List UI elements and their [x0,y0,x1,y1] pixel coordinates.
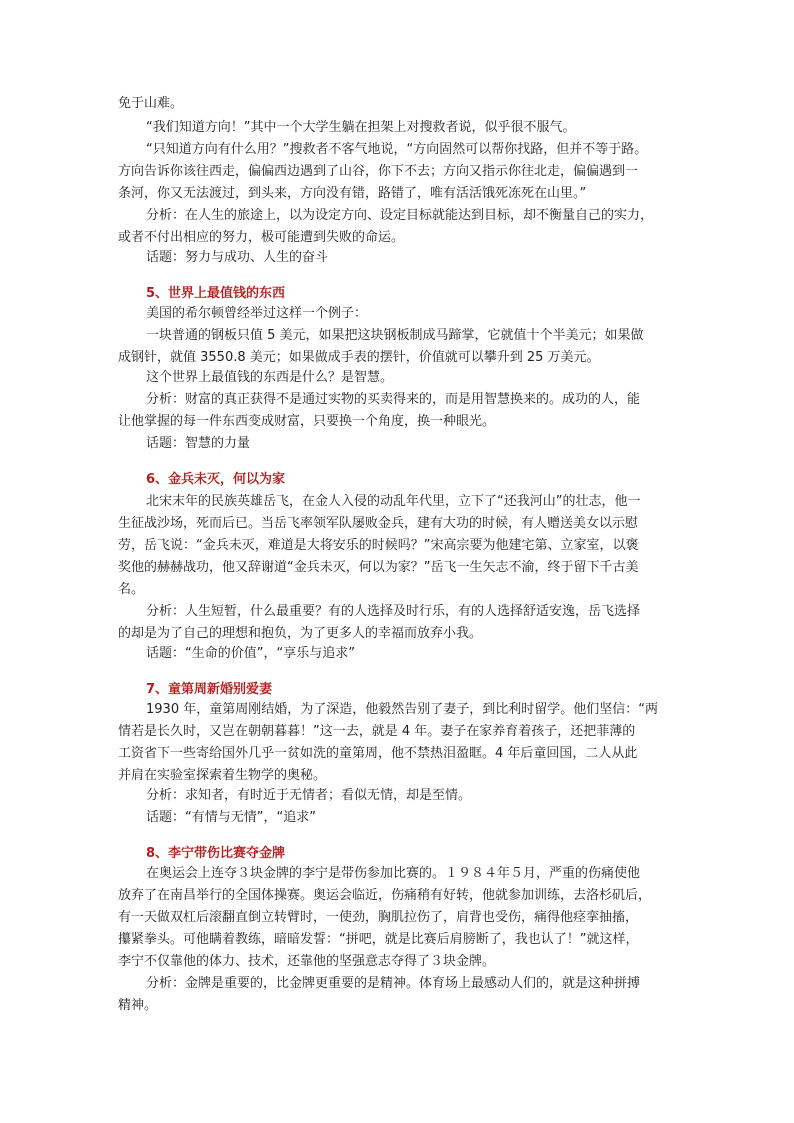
paragraph-line: 条河，你又无法渡过，到头来，方向没有错，路错了，唯有活活饿死冻死在山里。” [118,186,587,201]
paragraph-line: 成钢针，就值 3550.8 美元；如果做成手表的摆针，价值就可以攀升到 25 万美元。 [118,350,600,365]
paragraph-line: “我们知道方向！”其中一个大学生躺在担架上对搜救者说，似乎很不服气。 [146,120,576,135]
analysis-line: 的却是为了自己的理想和抱负，为了更多人的幸福而放弃小我。 [118,626,483,641]
paragraph-line: 1930 年，童第周刚结婚，为了深造，他毅然告别了妻子，到比利时留学。他们坚信：“两 [146,702,658,717]
analysis-line: 分析：财富的真正获得不是通过实物的买卖得来的，而是用智慧换来的。成功的人，能 [146,392,641,407]
paragraph-line: 北宋末年的民族英雄岳飞，在金人入侵的动乱年代里，立下了“还我河山”的壮志，他一 [146,494,641,509]
paragraph-line: 李宁不仅靠他的体力、技术，还靠他的坚强意志夺得了３块金牌。 [118,954,496,969]
paragraph-line: 攥紧拳头。可他瞒着教练，暗暗发誓：“拼吧，就是比赛后肩膀断了，我也认了！”就这样， [118,932,639,947]
paragraph-line: 有一天做双杠后滚翻直倒立转臂时，一使劲，胸肌拉伤了，肩背也受伤，痛得他痉挛抽搐， [118,910,639,925]
topic-line: 话题：“有情与无情”，“追求” [146,810,316,825]
section-heading: 5、世界上最值钱的东西 [146,286,286,301]
paragraph-line: 奖他的赫赫战功，他又辞谢道“金兵未灭，何以为家？”岳飞一生矢志不渝，终于留下千古美 [118,560,639,575]
paragraph-line: 工资省下一些寄给国外几乎一贫如洗的童第周，他不禁热泪盈眶。4 年后童回国，二人从此 [118,746,638,761]
analysis-line: 分析：求知者，有时近于无情者；看似无情，却是至情。 [146,788,472,803]
analysis-line: 分析：在人生的旅途上，以为设定方向、设定目标就能达到目标，却不衡量自己的实力， [146,208,654,223]
topic-line: 话题：“生命的价值”，“享乐与追求” [146,646,355,661]
paragraph-line: 在奥运会上连夺３块金牌的李宁是带伤参加比赛的。１９８４年５月，严重的伤痛使他 [146,866,641,881]
paragraph-line: 方向告诉你该往西走，偏偏西边遇到了山谷，你下不去；方向又指示你往北走，偏偏遇到一 [118,164,639,179]
paragraph-line: 情若是长久时，又岂在朝朝暮暮！”这一去，就是 4 年。妻子在家养育着孩子，还把菲薄的 [118,724,636,739]
topic-line: 话题：努力与成功、人生的奋斗 [146,250,329,265]
paragraph-line: 这个世界上最值钱的东西是什么？是智慧。 [146,370,394,385]
paragraph-line: “只知道方向有什么用？”搜救者不客气地说，“方向固然可以帮你找路，但并不等于路。 [146,142,648,157]
analysis-line: 或者不付出相应的努力，极可能遭到失败的命运。 [118,230,405,245]
paragraph-line: 名。 [118,582,145,597]
paragraph-line: 免于山难。 [118,96,184,111]
paragraph-line: 生征战沙场，死而后已。当岳飞率领军队屡败金兵，建有大功的时候，有人赠送美女以示慰 [118,516,639,531]
section-heading: 6、金兵未灭，何以为家 [146,472,286,487]
analysis-line: 分析：金牌是重要的，比金牌更重要的是精神。体育场上最感动人们的，就是这种拼搏 [146,976,641,991]
analysis-line: 分析：人生短暂，什么最重要？有的人选择及时行乐，有的人选择舒适安逸，岳飞选择 [146,604,641,619]
section-heading: 8、李宁带伤比赛夺金牌 [146,846,286,861]
analysis-line: 精神。 [118,998,158,1013]
paragraph-line: 放弃了在南昌举行的全国体操赛。奥运会临近，伤痛稍有好转，他就参加训练，去洛杉矶后， [118,888,652,903]
topic-line: 话题：智慧的力量 [146,436,251,451]
section-heading: 7、童第周新婚别爱妻 [146,682,273,697]
paragraph-line: 美国的希尔顿曾经举过这样一个例子： [146,306,368,321]
paragraph-line: 并肩在实验室探索着生物学的奥秘。 [118,768,327,783]
paragraph-line: 一块普通的钢板只值 5 美元，如果把这块钢板制成马蹄掌，它就值十个半美元；如果做 [146,328,644,343]
paragraph-line: 劳，岳飞说：“金兵未灭，难道是大将安乐的时候吗？”宋高宗要为他建宅第、立家室，以褒 [118,538,639,553]
analysis-line: 让他掌握的每一件东西变成财富，只要换一个角度，换一种眼光。 [118,414,496,429]
